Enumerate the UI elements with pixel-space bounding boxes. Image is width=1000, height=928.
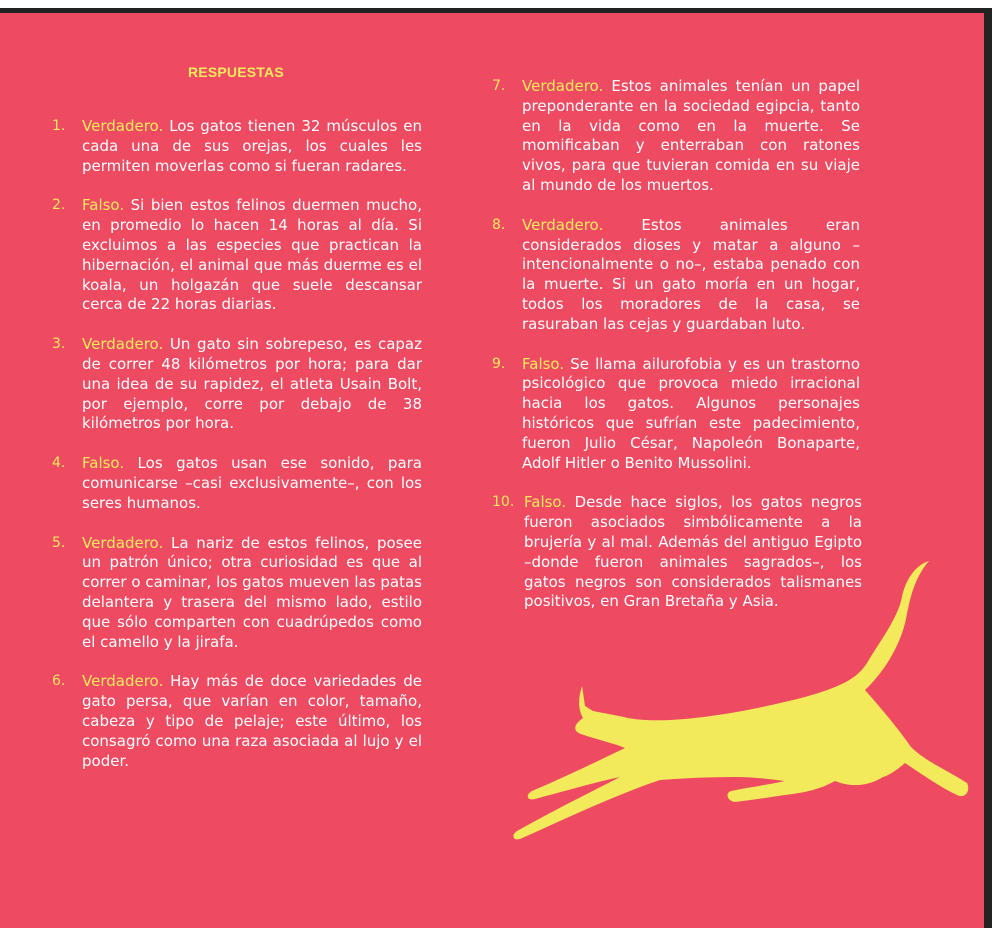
answer-item: [492, 355, 860, 474]
answer-item: [492, 77, 860, 196]
answer-text: Los gatos usan ese sonido, para comunicarse –casi exclusivamente–, con los seres humanos.: [82, 454, 422, 512]
answer-item: [52, 335, 422, 434]
answer-number: 7.: [492, 78, 506, 94]
answer-verdict: Falso.: [522, 354, 565, 373]
answer-number: 6.: [52, 673, 66, 690]
answer-verdict: Verdadero.: [82, 117, 164, 135]
answer-text: Desde hace siglos, los gatos negros fueron asociados simbólicamente a la brujería y al mal. Además del antiguo Egipto –donde fueron animales sagrados–, los gatos negros son considerados talismanes positivos, en Gran Bretaña y Asia.: [524, 493, 862, 611]
answer-verdict: Verdadero.: [82, 533, 164, 552]
answer-number: 8.: [492, 216, 506, 233]
answer-item: [52, 117, 422, 176]
answer-item: [52, 534, 422, 653]
answer-text: La nariz de estos felinos, posee un patrón único; otra curiosidad es que al correr o caminar, los gatos mueven las patas delantera y trasera del mismo lado, estilo que sólo comparten con cuadrúpedos como el camello y la jirafa.: [82, 533, 422, 651]
answers-list-right: [492, 77, 862, 632]
answer-item: [492, 216, 860, 335]
answer-text: Estos animales eran considerados dioses y matar a alguno –intencionalmente o no–, estaba penado con la muerte. Si un gato moría en un hogar, todos los moradores de la casa, se rasuraban las cejas y guardaban luto.: [522, 215, 860, 333]
answer-item: [52, 196, 422, 315]
answer-number: 9.: [492, 355, 506, 372]
answer-number: 3.: [52, 336, 66, 353]
answer-number: 5.: [52, 534, 66, 551]
answer-number: 2.: [52, 197, 66, 214]
answer-text: Si bien estos felinos duermen mucho, en promedio lo hacen 14 horas al día. Si excluimos a las especies que practican la hibernación, el animal que más duerme es el koala, un holgazán que suele descansar cerca de 22 horas diarias.: [82, 196, 422, 314]
frame-right-border: [984, 8, 992, 928]
answer-text: Un gato sin sobrepeso, es capaz de correr 48 kilómetros por hora; para dar una idea de su rapidez, el atleta Usain Bolt, por ejemplo, corre por debajo de 38 kilómetros por hora.: [82, 335, 422, 433]
leaping-cat-silhouette-icon: [505, 555, 970, 867]
answer-text: Hay más de doce variedades de gato persa, que varían en color, tamaño, cabeza y tipo de pelaje; este último, los consagró como una raza asociada al lujo y el poder.: [82, 672, 422, 770]
answer-verdict: Verdadero.: [82, 335, 164, 354]
answer-number: 1.: [52, 118, 66, 134]
answer-text: Los gatos tienen 32 músculos en cada una de sus orejas, los cuales les permiten moverlas como si fueran radares.: [82, 117, 422, 175]
answer-verdict: Verdadero.: [522, 215, 604, 234]
answer-item: [52, 672, 422, 771]
page-title: RESPUESTAS: [188, 64, 284, 80]
answer-number: 4.: [52, 455, 66, 472]
answer-verdict: Falso.: [82, 196, 125, 215]
answer-item: [52, 454, 422, 513]
answer-number: 10.: [492, 494, 515, 511]
answer-verdict: Falso.: [524, 493, 567, 512]
answer-text: Se llama ailurofobia y es un trastorno psicológico que provoca miedo irracional hacia los gatos. Algunos personajes históricos que sufrían este padecimiento, fueron Julio César, Napoleón Bonaparte, Adolf Hitler o Benito Mussolini.: [522, 354, 860, 472]
answer-verdict: Falso.: [82, 454, 125, 473]
answers-list-left: [52, 117, 422, 791]
answer-verdict: Verdadero.: [522, 77, 604, 95]
answer-text: Estos animales tenían un papel preponderante en la sociedad egipcia, tanto en la vida como en la muerte. Se momificaban y enterraban con ratones vivos, para que tuvieran comida en su viaje al mundo de los muertos.: [522, 77, 860, 194]
answer-verdict: Verdadero.: [82, 672, 164, 691]
cat-silhouette: [513, 561, 968, 839]
